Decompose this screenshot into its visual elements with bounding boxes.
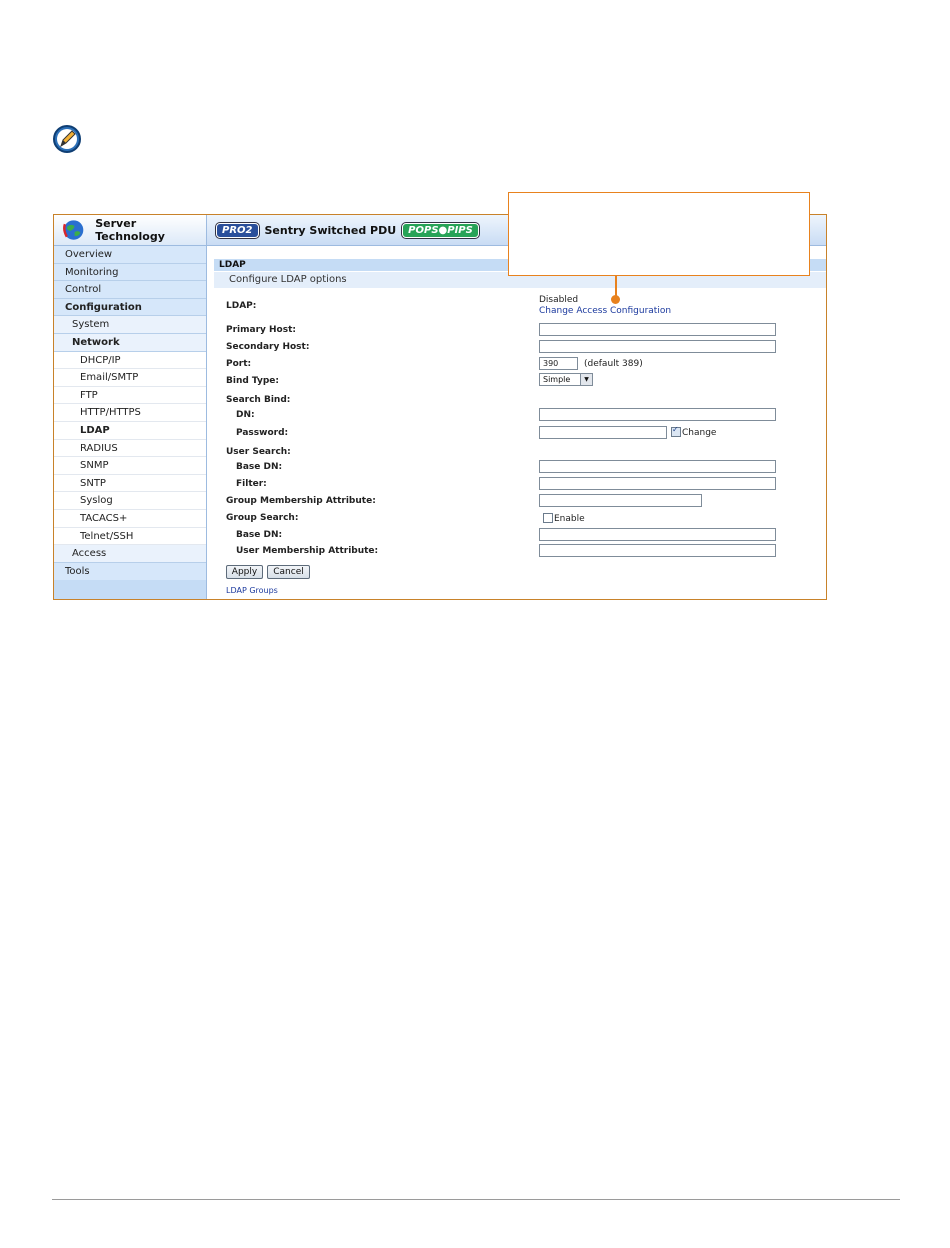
primary-host-label: Primary Host: [226,325,296,335]
user-search-filter-label: Filter: [236,479,267,489]
primary-host-input[interactable] [539,323,776,336]
chevron-down-icon: ▼ [580,374,592,385]
sidebar-item-tools[interactable]: Tools [54,563,206,581]
section-title: LDAP [214,259,826,271]
sidebar-item-tacacs[interactable]: TACACS+ [54,510,206,528]
sidebar-item-snmp[interactable]: SNMP [54,457,206,475]
brand-name: Server Technology [95,217,165,243]
bind-type-label: Bind Type: [226,376,280,386]
ldap-label: LDAP: [226,301,257,311]
group-search-enable-checkbox[interactable] [543,513,553,523]
port-default-hint: (default 389) [584,359,643,369]
footer-divider [52,1199,900,1200]
group-membership-attribute-input[interactable] [539,494,702,507]
user-membership-attribute-input[interactable] [539,544,776,557]
secondary-host-label: Secondary Host: [226,342,310,352]
secondary-host-input[interactable] [539,340,776,353]
user-search-base-dn-input[interactable] [539,460,776,473]
group-search-enable-label: Enable [554,514,585,524]
sidebar-item-access[interactable]: Access [54,545,206,563]
user-search-filter-input[interactable] [539,477,776,490]
sidebar-item-radius[interactable]: RADIUS [54,440,206,458]
note-pencil-icon [52,124,82,154]
callout-box [508,192,810,276]
ldap-status: Disabled [539,295,579,305]
sidebar-item-configuration[interactable]: Configuration [54,299,206,317]
callout-pointer-dot [611,295,620,304]
sidebar-item-telnet-ssh[interactable]: Telnet/SSH [54,528,206,546]
search-bind-dn-input[interactable] [539,408,776,421]
bind-type-value: Simple [543,375,571,384]
pro-badge: PRO2 [216,223,259,238]
sidebar-item-ftp[interactable]: FTP [54,387,206,405]
change-password-checkbox[interactable] [671,427,681,437]
user-search-label: User Search: [226,447,291,457]
user-membership-attribute-label: User Membership Attribute: [236,546,379,556]
group-search-label: Group Search: [226,513,299,523]
group-search-base-dn-label: Base DN: [236,530,283,540]
sidebar-item-sntp[interactable]: SNTP [54,475,206,493]
sidebar-item-system[interactable]: System [54,316,206,334]
group-membership-attribute-label: Group Membership Attribute: [226,496,376,506]
sidebar-item-overview[interactable]: Overview [54,246,206,264]
sidebar-item-control[interactable]: Control [54,281,206,299]
user-search-base-dn-label: Base DN: [236,462,283,472]
sidebar-item-dhcp-ip[interactable]: DHCP/IP [54,352,206,370]
sidebar-item-network[interactable]: Network [54,334,206,352]
globe-logo-icon [62,218,85,242]
apply-button[interactable]: Apply [226,565,263,579]
bind-type-select[interactable] [539,373,593,386]
sidebar-item-monitoring[interactable]: Monitoring [54,264,206,282]
port-label: Port: [226,359,252,369]
cancel-button[interactable]: Cancel [267,565,310,579]
change-access-configuration-link[interactable]: Change Access Configuration [539,306,672,316]
sidebar-item-http-https[interactable]: HTTP/HTTPS [54,404,206,422]
ldap-groups-link[interactable]: LDAP Groups [226,586,278,595]
search-bind-dn-label: DN: [236,410,255,420]
group-search-base-dn-input[interactable] [539,528,776,541]
sidebar-item-email-smtp[interactable]: Email/SMTP [54,369,206,387]
port-input[interactable]: 390 [539,357,578,370]
password-label: Password: [236,428,289,438]
pops-pips-badge: POPS●PIPS [402,223,479,238]
change-password-label: Change [682,428,717,438]
page-subtitle: Configure LDAP options [214,272,826,288]
password-input[interactable] [539,426,667,439]
sidebar [54,215,207,599]
sidebar-item-ldap[interactable]: LDAP [54,422,206,440]
sidebar-item-syslog[interactable]: Syslog [54,492,206,510]
product-title: Sentry Switched PDU [264,223,397,237]
brand-header [54,215,206,246]
search-bind-label: Search Bind: [226,395,291,405]
